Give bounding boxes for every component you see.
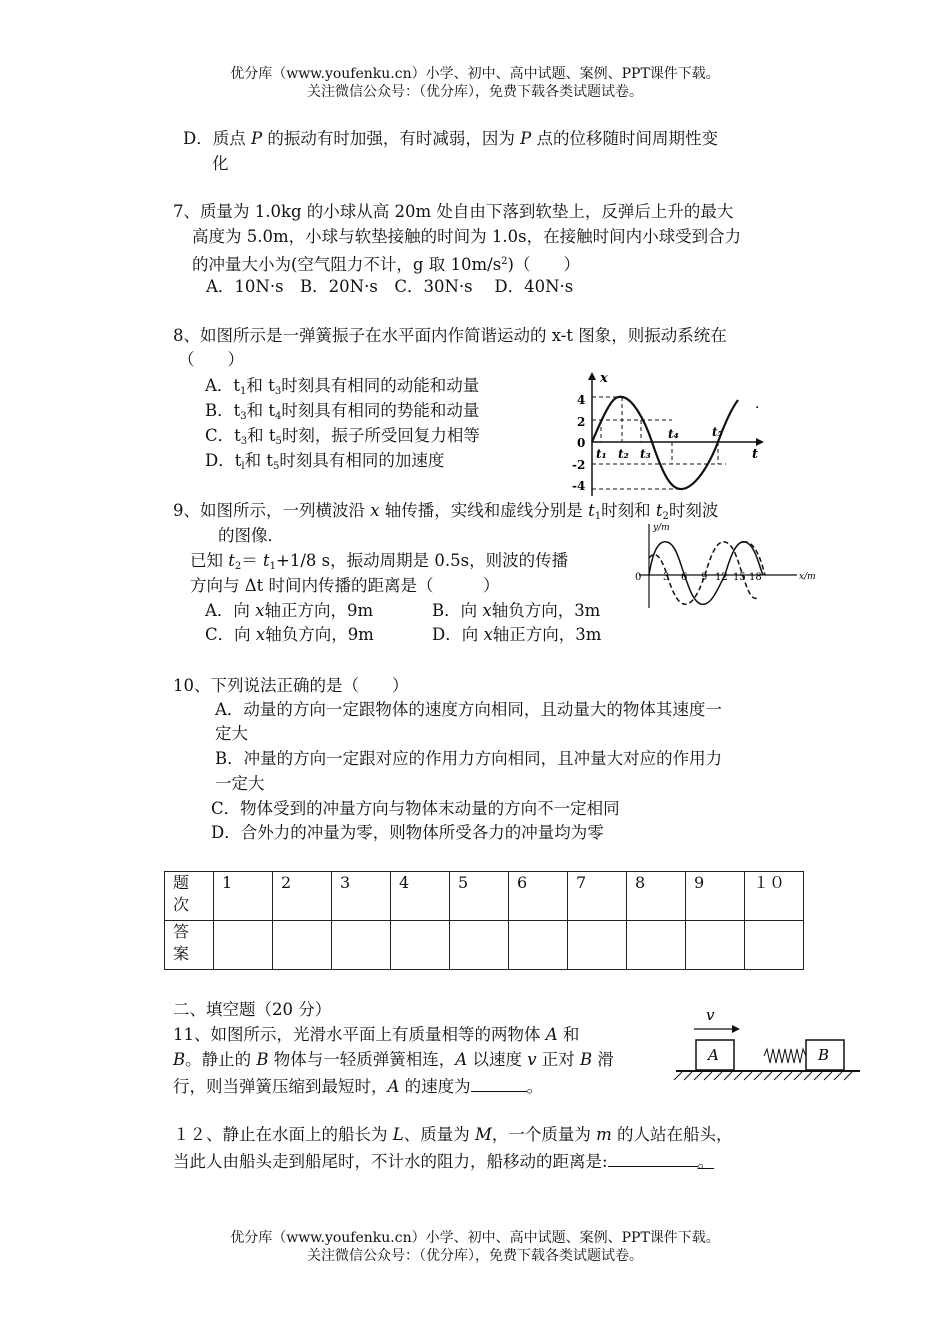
q11-figure <box>672 1004 868 1086</box>
y-tick: -4 <box>572 479 586 493</box>
question-number: 8 <box>627 872 686 921</box>
q9-wave-graph <box>625 520 825 612</box>
q10-option-d: D．合外力的冲量为零，则物体所受各力的冲量均为零 <box>211 823 604 842</box>
footer-line-2: 关注微信公众号：（优分库），免费下载各类试题试卷。 <box>307 1248 643 1264</box>
answer-table <box>164 871 804 970</box>
block-b-label: B <box>818 1046 830 1064</box>
answer-cell[interactable] <box>509 921 568 970</box>
q7-options: A．10N·s B．20N·s C．30N·s D．40N·s <box>206 277 574 296</box>
floor-hatching <box>674 1072 852 1080</box>
t-label: t₅ <box>712 425 723 439</box>
y-tick: 2 <box>577 415 586 429</box>
answer-blank[interactable] <box>608 1149 698 1167</box>
table-row <box>165 872 804 921</box>
q9-option-d: D．向 x轴正方向，3m <box>432 625 602 644</box>
q6-option-d-cont: 化 <box>212 154 229 173</box>
x-tick: 15 <box>733 572 746 583</box>
q10-stem: 10、下列说法正确的是（ ） <box>173 676 409 695</box>
guide-lines <box>592 397 726 489</box>
answer-cell[interactable] <box>214 921 273 970</box>
q8-option-d: D．$t_l$和 $t_5$时刻具有相同的加速度 <box>205 451 445 472</box>
t-label: t₂ <box>618 447 629 461</box>
q11-stem-3: 行，则当弹簧压缩到最短时，A 的速度为 。 <box>173 1074 543 1098</box>
answer-cell[interactable] <box>745 921 804 970</box>
q9-option-b: B．向 x轴负方向，3m <box>432 601 601 620</box>
answer-cell[interactable] <box>332 921 391 970</box>
q9-option-a: A．向 x轴正方向，9m <box>205 601 374 620</box>
q9-stem-4: 方向与 Δt 时间内传播的距离是（ ） <box>190 576 500 595</box>
q10-option-a: A．动量的方向一定跟物体的速度方向相同，且动量大的物体其速度一 <box>215 700 722 719</box>
question-number: 4 <box>391 872 450 921</box>
x-tick: 6 <box>681 572 688 583</box>
section-2-title: 二、填空题（20 分） <box>173 1000 332 1019</box>
q11-stem-1: 11、如图所示，光滑水平面上有质量相等的两物体 A 和 <box>173 1025 580 1044</box>
q10-option-a-cont: 定大 <box>215 724 248 743</box>
question-number: 3 <box>332 872 391 921</box>
q12-stem-1: １２、静止在水面上的船长为 L、质量为 M，一个质量为 m 的人站在船头， <box>173 1125 733 1144</box>
q10-option-b-cont: 一定大 <box>215 774 265 793</box>
q7-stem-1: 7、质量为 1.0kg 的小球从高 20m 处自由下落到软垫上，反弹后上升的最大 <box>173 202 734 221</box>
q10-option-c: C．物体受到的冲量方向与物体末动量的方向不一定相同 <box>211 799 620 818</box>
q8-option-a: A．$t_1$和 $t_3$时刻具有相同的动能和动量 <box>205 376 480 397</box>
question-number: 9 <box>686 872 745 921</box>
question-number: 7 <box>568 872 627 921</box>
q8-option-b: B．$t_3$和 $t_4$时刻具有相同的势能和动量 <box>205 401 480 422</box>
y-axis-arrow <box>588 372 596 380</box>
q9-stem-1: 9、如图所示，一列横波沿 x 轴传播，实线和虚线分别是 $t_1$时刻和 $t_2$时刻波 <box>173 501 719 522</box>
t-label: t₃ <box>640 447 651 461</box>
q9-stem-2: 的图像． <box>218 526 284 545</box>
block-a-label: A <box>708 1046 719 1064</box>
q9-option-c: C．向 x轴负方向，9m <box>205 625 374 644</box>
t-axis-label: t <box>752 447 759 462</box>
displacement-curve <box>592 397 738 489</box>
x-tick: 9 <box>701 572 708 583</box>
answer-cell[interactable] <box>450 921 509 970</box>
x-tick: 12 <box>715 572 728 583</box>
header-cell-answer: 答 案 <box>165 921 214 970</box>
question-number: 5 <box>450 872 509 921</box>
q12-stem-2: 当此人由船头走到船尾时，不计水的阻力，船移动的距离是: 。 <box>173 1149 714 1173</box>
header-line-2: 关注微信公众号：（优分库），免费下载各类试题试卷。 <box>307 84 643 100</box>
question-number: 2 <box>273 872 332 921</box>
q8-xt-graph <box>560 368 770 500</box>
answer-blank[interactable] <box>471 1074 527 1092</box>
y-tick: 4 <box>577 393 586 407</box>
answer-cell[interactable] <box>273 921 332 970</box>
question-number: 1 <box>214 872 273 921</box>
answer-cell[interactable] <box>627 921 686 970</box>
velocity-label: v <box>706 1006 715 1024</box>
header-cell-question: 题 次 <box>165 872 214 921</box>
answer-cell[interactable] <box>568 921 627 970</box>
x-tick: 3 <box>663 572 670 583</box>
x-tick: 0 <box>635 572 642 583</box>
table-row <box>165 921 804 970</box>
y-tick: -2 <box>572 458 586 472</box>
q10-option-b: B．冲量的方向一定跟对应的作用力方向相同，且冲量大对应的作用力 <box>215 749 723 768</box>
answer-cell[interactable] <box>686 921 745 970</box>
y-axis-label: y/m <box>653 523 670 533</box>
question-number: １０ <box>745 872 804 921</box>
q9-stem-3: 已知 $t_2= t_1+1/8$ s，振动周期是 0.5s，则波的传播 <box>190 551 569 572</box>
answer-cell[interactable] <box>391 921 450 970</box>
q8-stem-2: （ ） <box>178 350 244 369</box>
stray-dot: · <box>755 400 760 416</box>
header-line-1: 优分库（www.youfenku.cn）小学、初中、高中试题、案例、PPT课件下载。 <box>230 66 720 82</box>
q11-stem-2: B。静止的 B 物体与一轻质弹簧相连，A 以速度 v 正对 B 滑 <box>173 1050 614 1069</box>
t-label: t₁ <box>596 447 607 461</box>
y-tick: 0 <box>577 436 586 450</box>
q8-option-c: C．$t_3$和 $t_5$时刻，振子所受回复力相等 <box>205 426 480 447</box>
q7-stem-3: 的冲量大小为(空气阻力不计，g 取 $10m/s^2$)（ ） <box>192 255 580 274</box>
velocity-arrow-head <box>732 1025 740 1033</box>
q6-option-d: D．质点 P 的振动有时加强，有时减弱，因为 P 点的位移随时间周期性变 <box>183 129 718 148</box>
x-axis-label: x/m <box>799 572 816 582</box>
question-number: 6 <box>509 872 568 921</box>
t-label: t₄ <box>668 427 679 441</box>
footer-line-1: 优分库（www.youfenku.cn）小学、初中、高中试题、案例、PPT课件下载。 <box>230 1230 720 1246</box>
x-tick: 18 <box>749 572 762 583</box>
y-axis-label: x <box>600 371 608 386</box>
t-axis-arrow <box>756 438 764 446</box>
q8-stem-1: 8、如图所示是一弹簧振子在水平面内作简谐运动的 x-t 图象，则振动系统在 <box>173 326 727 345</box>
spring <box>764 1049 806 1063</box>
q7-stem-2: 高度为 5.0m，小球与软垫接触的时间为 1.0s，在接触时间内小球受到合力 <box>192 227 742 246</box>
